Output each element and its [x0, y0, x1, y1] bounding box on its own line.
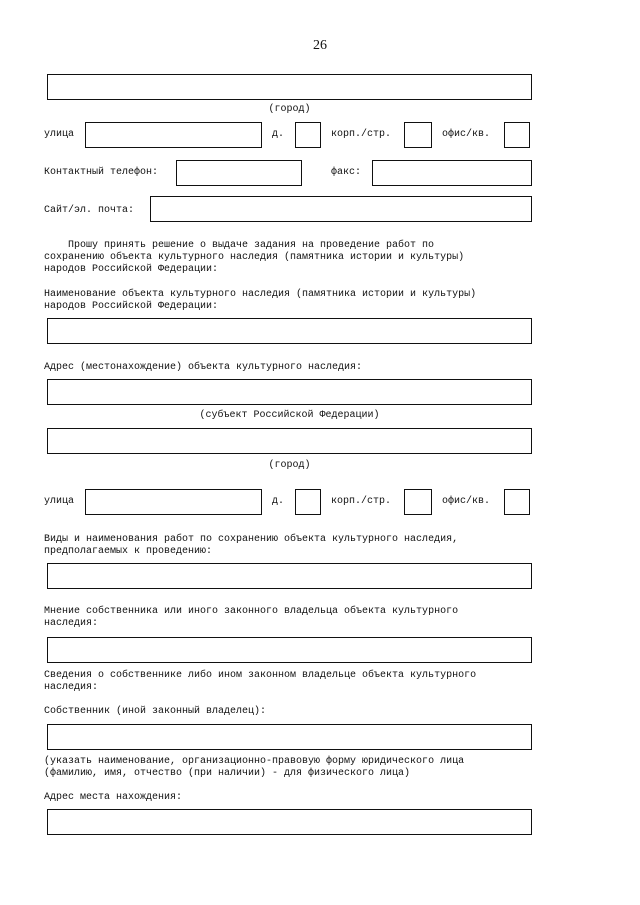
site-email-field[interactable] [150, 196, 532, 222]
object-building-field[interactable] [404, 489, 432, 515]
building-label: корп./стр. [331, 129, 392, 140]
location-address-field[interactable] [47, 809, 532, 835]
object-building-label: корп./стр. [331, 496, 392, 507]
object-city-field[interactable] [47, 428, 532, 454]
street-field[interactable] [85, 122, 262, 148]
location-address-label: Адрес места нахождения: [44, 792, 183, 803]
phone-field[interactable] [176, 160, 302, 186]
phone-label: Контактный телефон: [44, 167, 159, 178]
page-number: 26 [313, 38, 327, 53]
object-name-label: Наименование объекта культурного наследия (памятника истории и культуры) народов Российской Федерации: [44, 289, 477, 312]
object-office-field[interactable] [504, 489, 530, 515]
owner-note: (указать наименование, организационно-правовую форму юридического лица (фамилию, имя, отчество (при наличии) - для физического лица) [44, 756, 465, 779]
house-field[interactable] [295, 122, 321, 148]
building-field[interactable] [404, 122, 432, 148]
city-caption: (город) [268, 104, 311, 115]
object-house-field[interactable] [295, 489, 321, 515]
object-office-label: офис/кв. [442, 496, 491, 507]
city-field[interactable] [47, 74, 532, 100]
fax-label: факс: [331, 167, 362, 178]
owner-info-label: Сведения о собственнике либо ином законном владельце объекта культурного наследия: [44, 670, 477, 693]
office-field[interactable] [504, 122, 530, 148]
site-email-label: Сайт/эл. почта: [44, 205, 135, 216]
object-street-label: улица [44, 496, 75, 507]
fax-field[interactable] [372, 160, 532, 186]
works-label: Виды и наименования работ по сохранению объекта культурного наследия, предполагаемых к проведению: [44, 534, 459, 557]
object-name-field[interactable] [47, 318, 532, 344]
object-street-field[interactable] [85, 489, 262, 515]
works-field[interactable] [47, 563, 532, 589]
owner-opinion-field[interactable] [47, 637, 532, 663]
object-city-caption: (город) [268, 460, 311, 471]
street-label: улица [44, 129, 75, 140]
request-text: Прошу принять решение о выдаче задания на проведение работ по сохранению объекта культурного наследия (памятника истории и культуры) народов Российской Федерации: [44, 240, 465, 275]
office-label: офис/кв. [442, 129, 491, 140]
house-label: д. [272, 129, 285, 140]
subject-rf-caption: (субъект Российской Федерации) [199, 410, 380, 421]
owner-field[interactable] [47, 724, 532, 750]
object-address-label: Адрес (местонахождение) объекта культурного наследия: [44, 362, 363, 373]
subject-rf-field[interactable] [47, 379, 532, 405]
object-house-label: д. [272, 496, 285, 507]
owner-opinion-label: Мнение собственника или иного законного владельца объекта культурного наследия: [44, 606, 459, 629]
owner-label: Собственник (иной законный владелец): [44, 706, 267, 717]
